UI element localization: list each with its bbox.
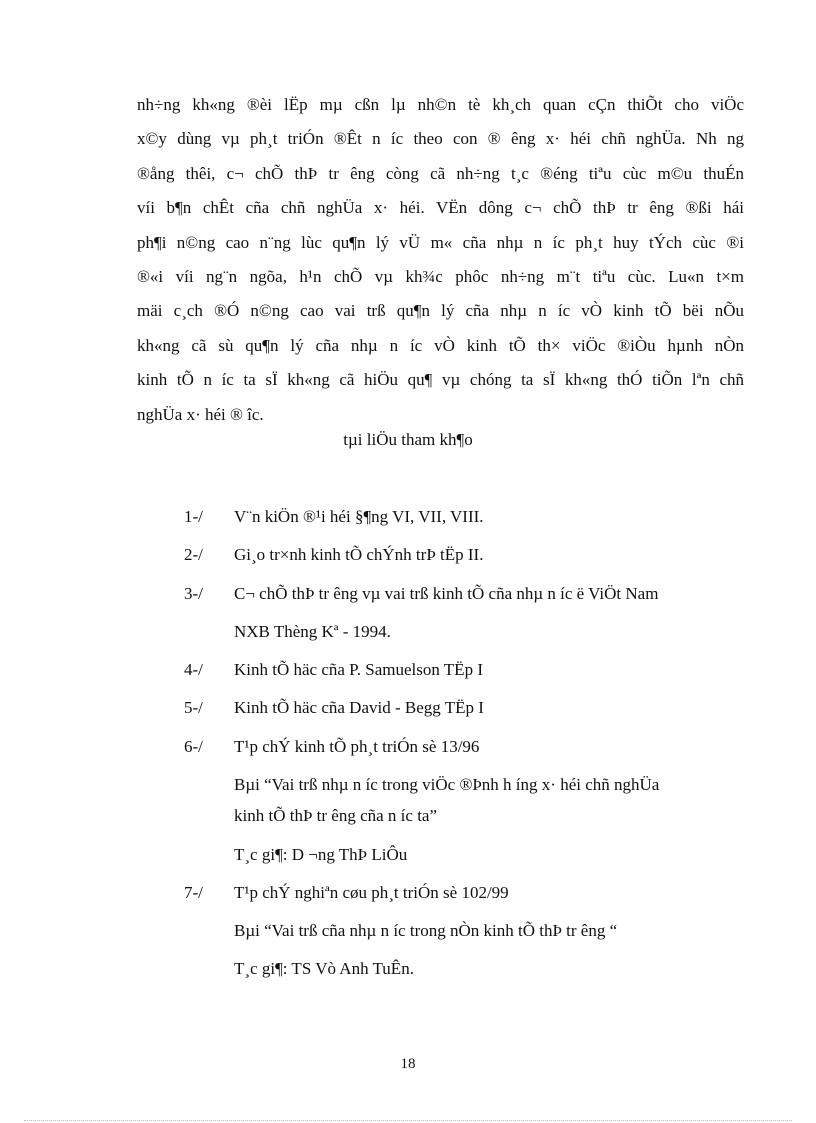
reference-text: Bµi “Vai trß cña nhµ n íc trong nÒn kinh tÕ thÞ tr êng “	[234, 921, 618, 940]
body-line: ph¶i n©ng cao n¨ng lùc qu¶n lý vÜ m« cña nhµ n íc ph¸t huy tÝch cùc ®i	[137, 232, 744, 252]
reference-number: 4-/	[184, 660, 203, 679]
body-line: ®ång thêi, c¬ chÕ thÞ tr êng còng cã nh÷ng t¸c ®éng tiªu cùc m©u thuÉn	[137, 163, 744, 183]
reference-text: Kinh tÕ häc cña P. Samuelson TËp I	[234, 660, 483, 679]
body-line: mäi c¸ch ®Ó n©ng cao vai trß qu¶n lý cña nhµ n íc vÒ kinh tÕ bëi nÕu	[137, 301, 744, 321]
reference-number: 2-/	[184, 545, 203, 564]
page-number: 18	[400, 1056, 416, 1072]
footer-divider	[24, 1120, 792, 1121]
body-line: nh÷ng kh«ng ®èi lËp mµ cßn lµ nh©n tè kh¸ch quan cÇn thiÕt cho viÖc	[137, 95, 744, 114]
reference-text: C¬ chÕ thÞ tr êng vµ vai trß kinh tÕ cña nhµ n íc ë ViÖt Nam	[234, 584, 659, 603]
reference-text: V¨n kiÖn ®¹i héi §¶ng VI, VII, VIII.	[234, 507, 484, 526]
reference-number: 5-/	[184, 698, 203, 717]
reference-text: kinh tÕ thÞ tr êng cña n íc ta”	[234, 806, 438, 825]
reference-text: Gi¸o tr×nh kinh tÕ chÝnh trÞ tËp II.	[234, 545, 484, 564]
body-line: nghÜa x· héi ® îc.	[137, 404, 264, 424]
body-line: kh«ng cã sù qu¶n lý cña nhµ n íc vÒ kinh tÕ th× viÖc ®iÒu hµnh nÒn	[137, 335, 744, 355]
body-line: víi b¶n chÊt cña chñ nghÜa x· héi. VËn dông c¬ chÕ thÞ tr êng ®ßi hái	[137, 198, 744, 218]
reference-text: T¹p chÝ nghiªn cøu ph¸t triÓn sè 102/99	[234, 883, 509, 902]
reference-text: T¹p chÝ kinh tÕ ph¸t triÓn sè 13/96	[234, 737, 480, 756]
reference-text: Kinh tÕ häc cña David - Begg TËp I	[234, 698, 484, 717]
reference-number: 3-/	[184, 584, 203, 603]
body-line: x©y dùng vµ ph¸t triÓn ®Êt n íc theo con ® êng x· héi chñ nghÜa. Nh ng	[137, 129, 744, 149]
reference-number: 6-/	[184, 737, 203, 756]
body-line: kinh tÕ n íc ta sÏ kh«ng cã hiÖu qu¶ vµ chóng ta sÏ kh«ng thÓ tiÕn lªn chñ	[137, 370, 744, 390]
reference-number: 7-/	[184, 883, 203, 902]
reference-text: T¸c gi¶: TS Vò Anh TuÊn.	[234, 959, 414, 978]
references-heading: tµi liÖu tham kh¶o	[343, 430, 473, 449]
reference-text: T¸c gi¶: D ¬ng ThÞ LiÔu	[234, 845, 408, 864]
reference-number: 1-/	[184, 507, 203, 526]
reference-text: NXB Thèng Kª - 1994.	[234, 622, 391, 641]
reference-text: Bµi “Vai trß nhµ n íc trong viÖc ®Þnh h íng x· héi chñ nghÜa	[234, 775, 660, 794]
body-line: ®«i víi ng¨n ngõa, h¹n chÕ vµ kh¾c phôc nh÷ng m¨t tiªu cùc. Lu«n t×m	[137, 267, 744, 287]
body-paragraph	[137, 88, 744, 432]
